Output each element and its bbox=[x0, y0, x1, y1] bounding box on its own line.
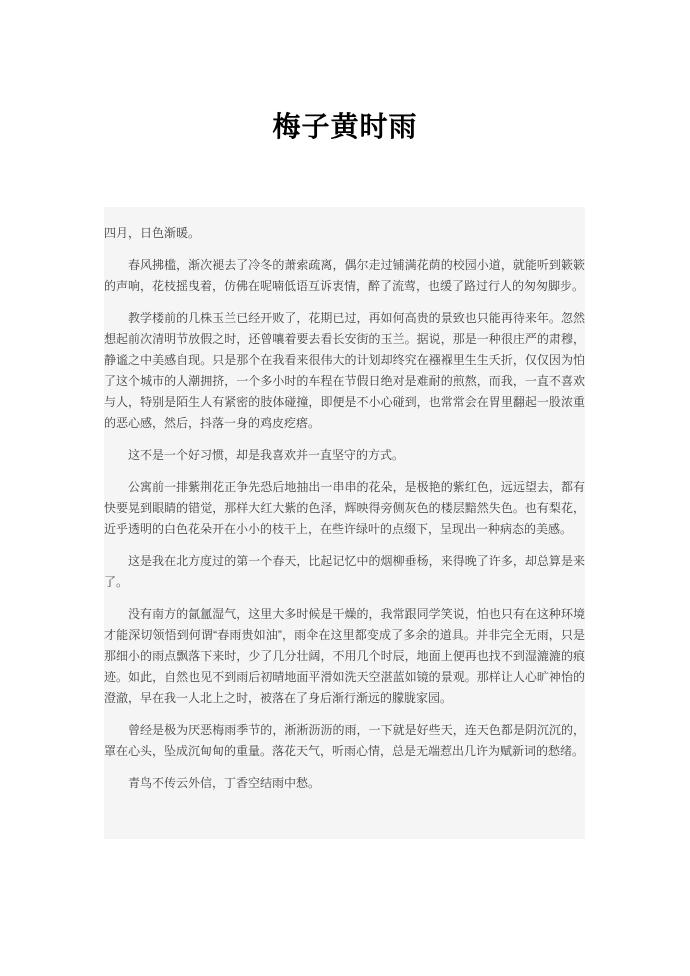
paragraph-2: 春风拂槛，渐次褪去了冷冬的萧索疏离，偶尔走过铺满花荫的校园小道，就能听到簌簌的声响，花枝摇曳着，仿佛在呢喃低语互诉衷情，醉了流莺，也缓了路过行人的匆匆脚步。 bbox=[104, 258, 585, 293]
paragraph-5: 公寓前一排紫荆花正争先恐后地抽出一串串的花朵，是极艳的紫红色，远远望去，都有快要晃到眼睛的错觉，那样大红大紫的色泽，辉映得旁侧灰色的楼层黯然失色。也有梨花，近乎透明的白色花朵开在小小的枝干上，在些许绿叶的点缀下，呈现出一种病态的美感。 bbox=[104, 480, 585, 536]
content-area bbox=[104, 207, 585, 839]
paragraph-6: 这是我在北方度过的第一个春天，比起记忆中的烟柳垂杨，来得晚了许多，却总算是来了。 bbox=[104, 554, 585, 589]
paragraph-3: 教学楼前的几株玉兰已经开败了，花期已过，再如何高贵的景致也只能再待来年。忽然想起前次清明节放假之时，还曾嚷着要去看长安街的玉兰。据说，那是一种很庄严的肃穆，静谧之中美感自现。只是那个在我看来很伟大的计划却终究在襁褓里生生夭折，仅仅因为怕了这个城市的人潮拥挤，一个多小时的车程在节假日绝对是难耐的煎熬，而我，一直不喜欢与人，特别是陌生人有紧密的肢体碰撞，即便是不小心碰到，也常常会在胃里翻起一股浓重的恶心感，然后，抖落一身的鸡皮疙瘩。 bbox=[104, 311, 585, 430]
paragraph-8: 曾经是极为厌恶梅雨季节的，淅淅沥沥的雨，一下就是好些天，连天色都是阴沉沉的，罩在心头，坠成沉甸甸的重量。落花天气，听雨心情，总是无端惹出几许为赋新词的愁绪。 bbox=[104, 723, 585, 758]
paragraph-9: 青鸟不传云外信，丁香空结雨中愁。 bbox=[128, 776, 321, 790]
paragraph-7: 没有南方的氤氲湿气，这里大多时候是干燥的，我常跟同学笑说，怕也只有在这种环境才能深切领悟到何谓“春雨贵如油”，雨伞在这里都变成了多余的道具。并非完全无雨，只是那细小的雨点飘落下来时，少了几分壮阔，不用几个时辰，地面上便再也找不到湿漉漉的痕迹。如此，自然也见不到雨后初晴地面平滑如洗天空湛蓝如镜的景观。那样让人心旷神怡的澄澈，早在我一人北上之时，被落在了身后渐行渐远的朦胧家园。 bbox=[104, 607, 585, 705]
paragraph-1: 四月，日色渐暖。 bbox=[104, 226, 201, 240]
paragraph-4: 这不是一个好习惯，却是我喜欢并一直坚守的方式。 bbox=[128, 448, 405, 462]
page-title: 梅子黄时雨 bbox=[272, 110, 418, 143]
